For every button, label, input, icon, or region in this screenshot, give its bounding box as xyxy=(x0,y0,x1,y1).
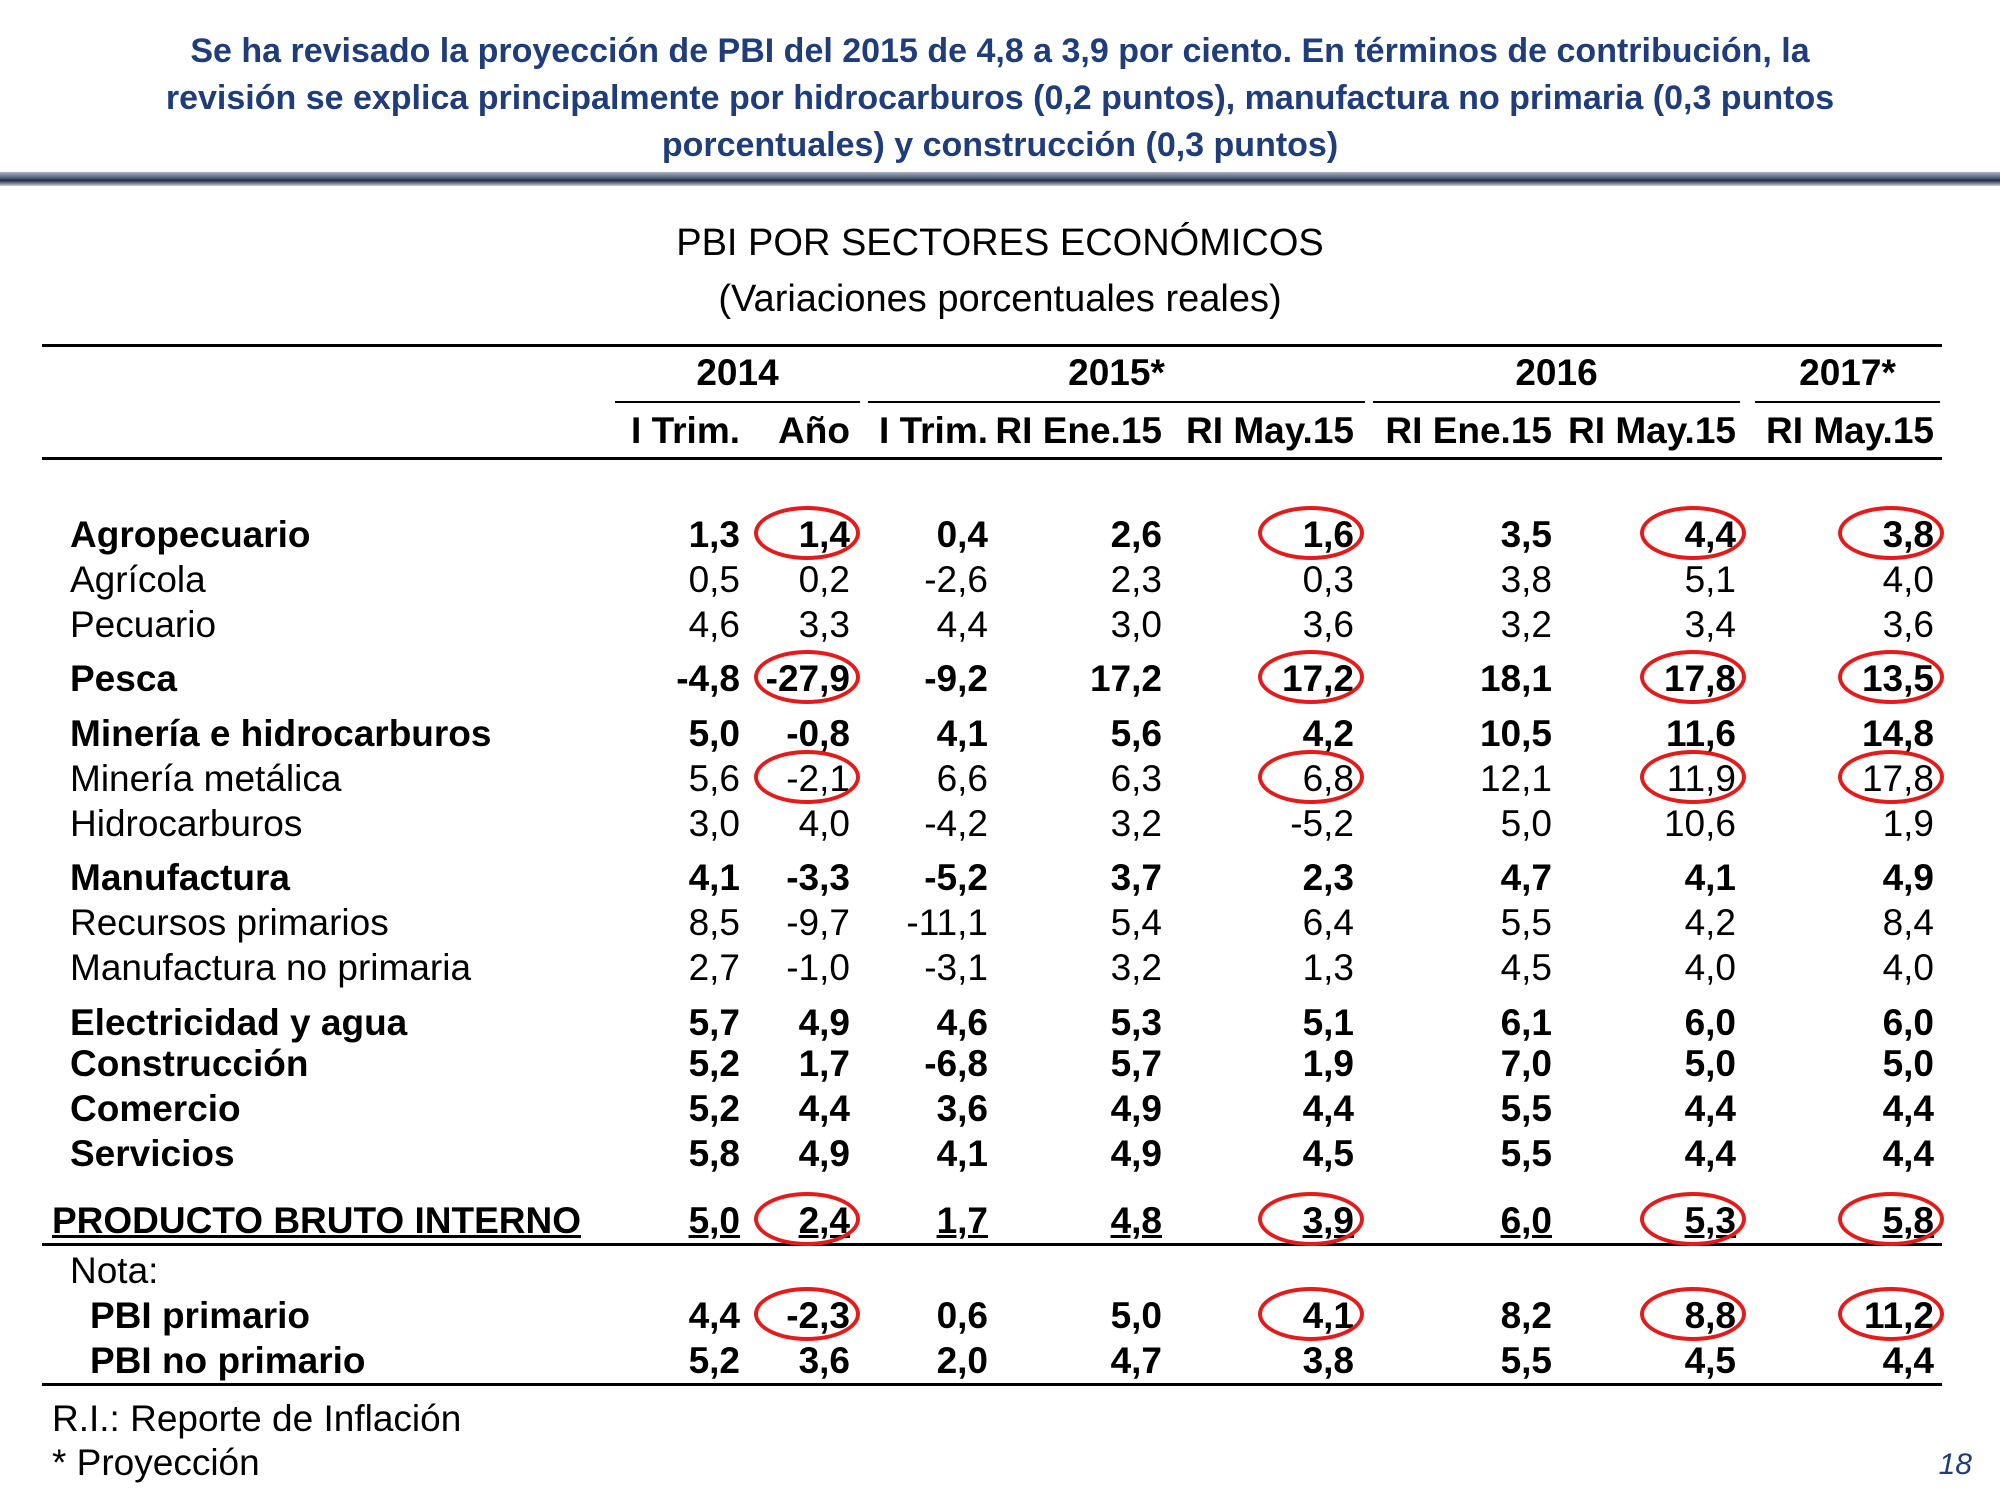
table-cell: 4,4 xyxy=(936,604,988,645)
table-cell: 2,0 xyxy=(936,1340,988,1381)
table-cell: 11,9 xyxy=(1666,758,1736,799)
table-cell: -6,8 xyxy=(924,1043,988,1084)
table-cell: 4,0 xyxy=(1684,947,1736,988)
table-cell: 10,5 xyxy=(1479,713,1552,754)
row-label: Pecuario xyxy=(70,604,217,645)
table-cell: 4,9 xyxy=(1110,1088,1162,1129)
table-cell: -2,3 xyxy=(786,1295,850,1336)
table-cell: 4,1 xyxy=(1302,1295,1354,1336)
column-header: I Trim. xyxy=(879,410,988,451)
table-cell: 8,4 xyxy=(1882,902,1934,943)
row-label: Agrícola xyxy=(70,559,206,600)
table-cell: -4,2 xyxy=(924,803,988,844)
table-cell: 4,5 xyxy=(1684,1340,1736,1381)
highlight-circle xyxy=(1258,650,1364,704)
table-cell: 6,0 xyxy=(1684,1002,1736,1043)
table-cell: -3,1 xyxy=(924,947,988,988)
table-cell: 4,2 xyxy=(1684,902,1736,943)
table-cell: 4,1 xyxy=(936,1133,988,1174)
column-header: Año xyxy=(778,410,850,451)
table-total-rule xyxy=(42,1243,1942,1246)
table-cell: 3,4 xyxy=(1684,604,1736,645)
table-cell: 4,4 xyxy=(1882,1340,1934,1381)
table-cell: 4,7 xyxy=(1500,857,1552,898)
highlight-circle xyxy=(754,750,860,804)
year-group-rule xyxy=(615,401,860,403)
table-cell: -2,1 xyxy=(786,758,850,799)
table-cell: 4,4 xyxy=(1684,1133,1736,1174)
column-header: I Trim. xyxy=(631,410,740,451)
table-cell: 2,6 xyxy=(1110,514,1162,555)
table-cell: 4,0 xyxy=(1882,559,1934,600)
table-cell: 0,2 xyxy=(798,559,850,600)
table-cell: 6,0 xyxy=(1500,1200,1552,1241)
table-cell: 6,6 xyxy=(936,758,988,799)
table-cell: -5,2 xyxy=(1290,803,1354,844)
table-cell: 4,9 xyxy=(1110,1133,1162,1174)
table-cell: 4,4 xyxy=(1684,1088,1736,1129)
highlight-circle xyxy=(1258,750,1364,804)
year-group-rule xyxy=(868,401,1365,403)
row-label: Nota: xyxy=(70,1250,159,1291)
table-cell: 1,4 xyxy=(798,514,850,555)
table-cell: 4,9 xyxy=(798,1002,850,1043)
row-label: Construcción xyxy=(70,1043,309,1084)
row-label: Minería metálica xyxy=(70,758,342,799)
table-cell: 4,4 xyxy=(1302,1088,1354,1129)
table-cell: 8,2 xyxy=(1500,1295,1552,1336)
table-cell: 3,0 xyxy=(1110,604,1162,645)
page-number: 18 xyxy=(1938,1448,1972,1481)
column-header: RI May.15 xyxy=(1186,410,1354,451)
table-cell: 4,9 xyxy=(1882,857,1934,898)
table-cell: 14,8 xyxy=(1861,713,1934,754)
table-cell: 5,4 xyxy=(1110,902,1162,943)
highlight-circle xyxy=(1640,1192,1746,1246)
highlight-circle xyxy=(754,650,860,704)
table-cell: 6,0 xyxy=(1882,1002,1934,1043)
highlight-circle xyxy=(1640,750,1746,804)
table-cell: 1,7 xyxy=(936,1200,988,1241)
table-cell: 4,4 xyxy=(1882,1133,1934,1174)
table-cell: 6,3 xyxy=(1110,758,1162,799)
row-label: Comercio xyxy=(70,1088,241,1129)
table-cell: -11,1 xyxy=(906,902,988,943)
table-cell: 5,7 xyxy=(1110,1043,1162,1084)
table-cell: 4,4 xyxy=(688,1295,740,1336)
year-header: 2017* xyxy=(1799,352,1896,393)
table-cell: 5,3 xyxy=(1684,1200,1736,1241)
table-cell: 3,2 xyxy=(1500,604,1552,645)
table-cell: 5,5 xyxy=(1500,1133,1552,1174)
table-cell: 1,3 xyxy=(688,514,740,555)
table-cell: 8,8 xyxy=(1684,1295,1736,1336)
table-cell: 4,4 xyxy=(1882,1088,1934,1129)
table-cell: 3,6 xyxy=(1882,604,1934,645)
table-cell: 5,0 xyxy=(688,1200,740,1241)
table-cell: 17,8 xyxy=(1861,758,1934,799)
table-cell: 4,6 xyxy=(936,1002,988,1043)
table-cell: 2,3 xyxy=(1302,857,1354,898)
column-header: RI Ene.15 xyxy=(995,410,1162,451)
row-label: Servicios xyxy=(70,1133,235,1174)
row-label: Minería e hidrocarburos xyxy=(70,713,492,754)
table-cell: 4,4 xyxy=(1684,514,1736,555)
table-cell: 1,6 xyxy=(1302,514,1354,555)
table-cell: 4,6 xyxy=(688,604,740,645)
table-cell: 3,2 xyxy=(1110,947,1162,988)
year-header: 2015* xyxy=(1068,352,1165,393)
table-cell: 17,8 xyxy=(1663,658,1736,699)
table-subtitle: (Variaciones porcentuales reales) xyxy=(718,278,1282,320)
table-cell: 1,9 xyxy=(1302,1043,1354,1084)
table-cell: 4,5 xyxy=(1500,947,1552,988)
table-cell: 5,5 xyxy=(1500,1340,1552,1381)
table-cell: 5,5 xyxy=(1500,902,1552,943)
table-cell: 2,3 xyxy=(1110,559,1162,600)
highlight-circle xyxy=(1838,750,1944,804)
highlight-circle xyxy=(754,1192,860,1246)
table-cell: 5,1 xyxy=(1684,559,1736,600)
column-header: RI Ene.15 xyxy=(1385,410,1552,451)
table-cell: 12,1 xyxy=(1479,758,1552,799)
headline-line-3: porcentuales) y construcción (0,3 puntos) xyxy=(661,126,1339,164)
row-label: Manufactura xyxy=(70,857,290,898)
table-header-rule xyxy=(42,457,1942,460)
highlight-circle xyxy=(1640,506,1746,560)
table-cell: 5,0 xyxy=(1684,1043,1736,1084)
table-cell: 13,5 xyxy=(1861,658,1934,699)
table-cell: 8,5 xyxy=(688,902,740,943)
table-cell: 4,7 xyxy=(1110,1340,1162,1381)
table-cell: 4,1 xyxy=(936,713,988,754)
table-cell: -1,0 xyxy=(786,947,850,988)
row-label: Manufactura no primaria xyxy=(70,947,472,988)
highlight-circle xyxy=(1640,650,1746,704)
table-cell: 5,6 xyxy=(688,758,740,799)
table-cell: 4,0 xyxy=(798,803,850,844)
table-cell: 3,3 xyxy=(798,604,850,645)
row-label: PBI primario xyxy=(90,1295,310,1336)
table-cell: 5,2 xyxy=(688,1043,740,1084)
table-cell: 7,0 xyxy=(1500,1043,1552,1084)
highlight-circle xyxy=(1258,1192,1364,1246)
row-label: PRODUCTO BRUTO INTERNO xyxy=(52,1200,581,1241)
table-cell: 5,3 xyxy=(1110,1002,1162,1043)
table-bottom-rule xyxy=(42,1383,1942,1386)
highlight-circle xyxy=(1838,506,1944,560)
table-cell: 2,7 xyxy=(688,947,740,988)
table-cell: -2,6 xyxy=(924,559,988,600)
table-title: PBI POR SECTORES ECONÓMICOS xyxy=(676,222,1324,264)
highlight-circle xyxy=(754,1287,860,1341)
table-cell: -9,2 xyxy=(924,658,988,699)
highlight-circle xyxy=(1838,1192,1944,1246)
headline-line-1: Se ha revisado la proyección de PBI del 2015 de 4,8 a 3,9 por ciento. En términos de contribución, la xyxy=(190,32,1810,70)
table-cell: 5,0 xyxy=(1882,1043,1934,1084)
table-cell: -9,7 xyxy=(786,902,850,943)
column-header: RI May.15 xyxy=(1568,410,1736,451)
highlight-circle xyxy=(1258,1287,1364,1341)
table-cell: 11,6 xyxy=(1666,713,1736,754)
table-cell: -4,8 xyxy=(676,658,740,699)
table-cell: 4,4 xyxy=(798,1088,850,1129)
table-cell: 3,9 xyxy=(1302,1200,1354,1241)
table-cell: 1,9 xyxy=(1882,803,1934,844)
highlight-circle xyxy=(1258,506,1364,560)
table-cell: -27,9 xyxy=(765,658,850,699)
headline xyxy=(0,28,2000,169)
table-cell: 17,2 xyxy=(1089,658,1162,699)
row-label: Pesca xyxy=(70,658,177,699)
row-label: Hidrocarburos xyxy=(70,803,303,844)
table-cell: 3,6 xyxy=(1302,604,1354,645)
row-label: PBI no primario xyxy=(90,1340,366,1381)
table-cell: 11,2 xyxy=(1864,1295,1934,1336)
table-cell: 0,5 xyxy=(688,559,740,600)
table-cell: 1,3 xyxy=(1302,947,1354,988)
highlight-circle xyxy=(1838,1287,1944,1341)
table-cell: 17,2 xyxy=(1281,658,1354,699)
year-group-rule xyxy=(1755,401,1940,403)
table-cell: 3,8 xyxy=(1882,514,1934,555)
table-cell: 4,5 xyxy=(1302,1133,1354,1174)
table-cell: 4,9 xyxy=(798,1133,850,1174)
table-cell: 3,6 xyxy=(798,1340,850,1381)
highlight-circle xyxy=(1838,650,1944,704)
table-cell: 5,0 xyxy=(1110,1295,1162,1336)
table-cell: 5,7 xyxy=(688,1002,740,1043)
highlight-circle xyxy=(754,506,860,560)
table-cell: 5,8 xyxy=(688,1133,740,1174)
table-cell: 5,0 xyxy=(1500,803,1552,844)
row-label: Recursos primarios xyxy=(70,902,389,943)
table-cell: 5,1 xyxy=(1302,1002,1354,1043)
table-cell: 3,7 xyxy=(1110,857,1162,898)
table-cell: 0,6 xyxy=(936,1295,988,1336)
year-header: 2016 xyxy=(1515,352,1598,393)
table-cell: 6,1 xyxy=(1500,1002,1552,1043)
headline-line-2: revisión se explica principalmente por hidrocarburos (0,2 puntos), manufactura no primaria (0,3 puntos xyxy=(165,79,1835,117)
table-cell: 5,2 xyxy=(688,1340,740,1381)
table-cell: 3,8 xyxy=(1302,1340,1354,1381)
table-cell: 4,1 xyxy=(688,857,740,898)
table-cell: 1,7 xyxy=(798,1043,850,1084)
table-cell: 2,4 xyxy=(798,1200,850,1241)
table-cell: -3,3 xyxy=(786,857,850,898)
column-header: RI May.15 xyxy=(1766,410,1934,451)
table-cell: 4,0 xyxy=(1882,947,1934,988)
table-cell: 3,5 xyxy=(1500,514,1552,555)
table-cell: 5,8 xyxy=(1882,1200,1934,1241)
table-cell: 0,3 xyxy=(1302,559,1354,600)
table-cell: 3,0 xyxy=(688,803,740,844)
table-cell: 18,1 xyxy=(1479,658,1552,699)
year-group-rule xyxy=(1373,401,1740,403)
year-header: 2014 xyxy=(696,352,779,393)
table-cell: 4,1 xyxy=(1684,857,1736,898)
row-label: Electricidad y agua xyxy=(70,1002,408,1043)
table-cell: 4,8 xyxy=(1110,1200,1162,1241)
header-divider xyxy=(0,172,2000,186)
table-cell: 4,2 xyxy=(1302,713,1354,754)
table-cell: 3,6 xyxy=(936,1088,988,1129)
table-cell: -5,2 xyxy=(924,857,988,898)
table-cell: 5,2 xyxy=(688,1088,740,1129)
table-cell: 0,4 xyxy=(936,514,988,555)
table-cell: 6,4 xyxy=(1302,902,1354,943)
footnote-projection: * Proyección xyxy=(52,1442,260,1483)
table-cell: 5,5 xyxy=(1500,1088,1552,1129)
table-cell: 3,8 xyxy=(1500,559,1552,600)
table-cell: 5,0 xyxy=(688,713,740,754)
row-label: Agropecuario xyxy=(70,514,311,555)
highlight-circle xyxy=(1640,1287,1746,1341)
table-cell: 3,2 xyxy=(1110,803,1162,844)
table-cell: 10,6 xyxy=(1663,803,1736,844)
table-cell: -0,8 xyxy=(786,713,850,754)
table-cell: 6,8 xyxy=(1302,758,1354,799)
footnote-ri: R.I.: Reporte de Inflación xyxy=(52,1398,462,1439)
table-top-rule xyxy=(42,344,1942,347)
table-cell: 5,6 xyxy=(1110,713,1162,754)
